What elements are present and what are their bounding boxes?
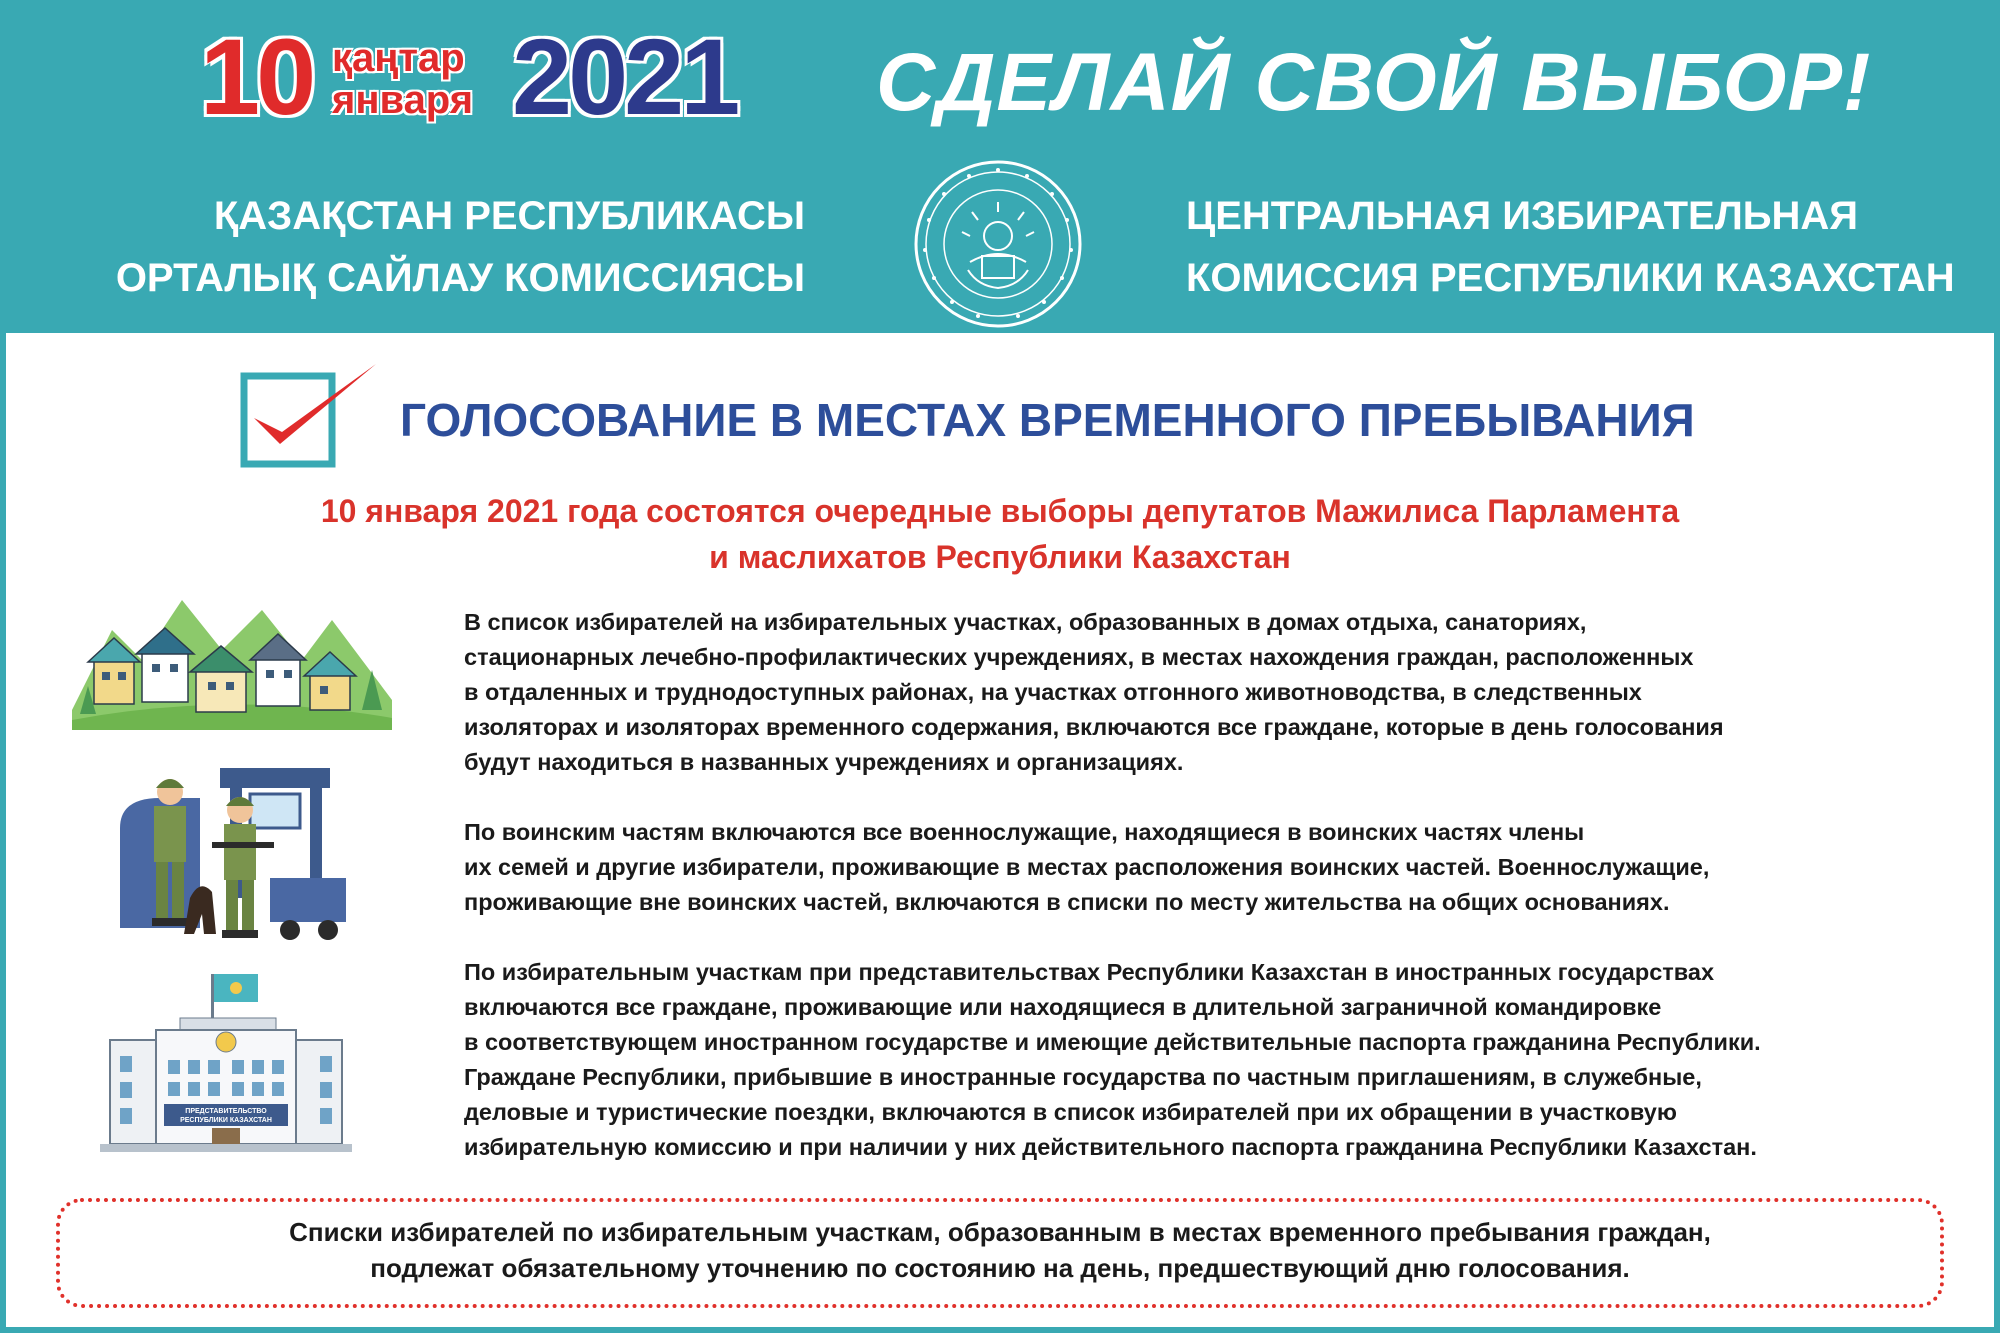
paragraph-line: изоляторах и изоляторах временного содержания, включаются все граждане, которые в день голосования: [464, 714, 1724, 740]
soldiers-icon: [120, 758, 350, 948]
paragraph-line: По воинским частям включаются все военнослужащие, находящиеся в воинских частях члены: [464, 819, 1585, 845]
paragraph-line: в отдаленных и труднодоступных районах, на участках отгонного животноводства, в следственных: [464, 679, 1642, 705]
subtitle: [100, 488, 1900, 580]
page-title: ГОЛОСОВАНИЕ В МЕСТАХ ВРЕМЕННОГО ПРЕБЫВАНИЯ: [400, 394, 1695, 446]
paragraph-line: избирательную комиссию и при наличии у них действительного паспорта гражданина Республики Казахстан.: [464, 1134, 1757, 1160]
commission-seal-icon: [912, 158, 1084, 330]
paragraph-line: В список избирателей на избирательных участках, образованных в домах отдыха, санаториях,: [464, 609, 1587, 635]
paragraph-line: По избирательным участкам при представительствах Республики Казахстан в иностранных государствах: [464, 959, 1715, 985]
date-month-ru: января: [332, 78, 474, 122]
org-name-ru: [1186, 185, 1955, 309]
org-kz-line2: ОРТАЛЫҚ САЙЛАУ КОМИССИЯСЫ: [115, 256, 805, 300]
note-text: [56, 1214, 1944, 1286]
paragraph-line: будут находиться в названных учреждениях и организациях.: [464, 749, 1184, 775]
date-day: 10: [200, 16, 313, 137]
embassy-building-icon: [96, 970, 356, 1160]
embassy-sign-line2: РЕСПУБЛИКИ КАЗАХСТАН: [180, 1117, 272, 1124]
village-icon: [72, 590, 392, 730]
org-ru-line1: ЦЕНТРАЛЬНАЯ ИЗБИРАТЕЛЬНАЯ: [1186, 194, 1859, 238]
date-year: 2021: [512, 16, 737, 137]
paragraph-resorts: [464, 605, 1964, 780]
paragraph-line: проживающие вне воинских частей, включаются в списки по месту жительства на общих основаниях.: [464, 889, 1670, 915]
note-line2: подлежат обязательному уточнению по состоянию на день, предшествующий дню голосования.: [370, 1253, 1630, 1283]
paragraph-line: включаются все граждане, проживающие или находящиеся в длительной заграничной командировке: [464, 994, 1662, 1020]
embassy-sign-line1: ПРЕДСТАВИТЕЛЬСТВО: [185, 1108, 267, 1115]
org-name-kz: [116, 185, 805, 309]
org-kz-line1: ҚАЗАҚСТАН РЕСПУБЛИКАСЫ: [213, 194, 805, 238]
org-ru-line2: КОМИССИЯ РЕСПУБЛИКИ КАЗАХСТАН: [1186, 256, 1955, 300]
note-line1: Списки избирателей по избирательным участкам, образованным в местах временного пребывания граждан,: [289, 1217, 1711, 1247]
paragraph-embassy: [464, 955, 1964, 1165]
subtitle-line1: 10 января 2021 года состоятся очередные выборы депутатов Мажилиса Парламента: [320, 493, 1680, 529]
paragraph-line: стационарных лечебно-профилактических учреждениях, в местах нахождения граждан, расположенных: [464, 644, 1694, 670]
paragraph-military: [464, 815, 1964, 920]
slogan: СДЕЛАЙ СВОЙ ВЫБОР!: [876, 37, 1872, 128]
header-band: [0, 0, 2000, 333]
paragraph-line: Граждане Республики, прибывшие в иностранные государства по частным приглашениям, в служебные,: [464, 1064, 1702, 1090]
subtitle-line2: и маслихатов Республики Казахстан: [709, 539, 1291, 575]
paragraph-line: деловые и туристические поездки, включаются в список избирателей при их обращении в участковую: [464, 1099, 1677, 1125]
date-month-kz: қаңтар: [332, 36, 465, 80]
paragraph-line: их семей и другие избиратели, проживающие в местах расположения воинских частей. Военнослужащие,: [464, 854, 1710, 880]
checkmark-icon: [240, 360, 380, 470]
paragraph-line: в соответствующем иностранном государстве и имеющие действительные паспорта гражданина Республики.: [464, 1029, 1761, 1055]
